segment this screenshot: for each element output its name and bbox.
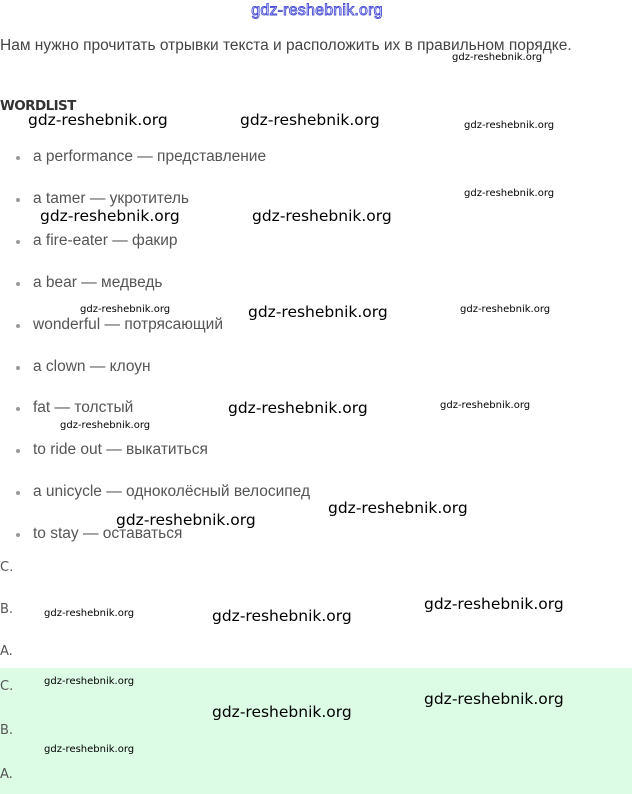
answer-letter: A. bbox=[0, 767, 13, 782]
site-logo[interactable]: gdz-reshebnik.org bbox=[251, 2, 383, 19]
bullet-icon bbox=[16, 240, 20, 244]
wordlist-title: WORDLIST bbox=[0, 98, 76, 114]
watermark: gdz-reshebnik.org bbox=[40, 207, 180, 225]
bullet-icon bbox=[16, 366, 20, 370]
watermark: gdz-reshebnik.org bbox=[44, 608, 135, 619]
bullet-icon bbox=[16, 533, 20, 537]
bullet-icon bbox=[16, 198, 20, 202]
watermark: gdz-reshebnik.org bbox=[248, 303, 388, 321]
watermark: gdz-reshebnik.org bbox=[228, 399, 368, 417]
watermark: gdz-reshebnik.org bbox=[240, 111, 380, 129]
bullet-icon bbox=[16, 156, 20, 160]
wordlist-item: to ride out — выкатиться bbox=[16, 441, 191, 459]
wordlist-item: a fire-eater — факир bbox=[16, 232, 161, 250]
watermark: gdz-reshebnik.org bbox=[212, 703, 352, 721]
wordlist-item: fat — толстый bbox=[16, 399, 116, 417]
bullet-icon bbox=[16, 324, 20, 328]
wordlist-item: a tamer — укротитель bbox=[16, 190, 172, 208]
watermark: gdz-reshebnik.org bbox=[44, 744, 135, 755]
watermark: gdz-reshebnik.org bbox=[452, 52, 543, 63]
answer-letter: C. bbox=[0, 679, 14, 694]
watermark: gdz-reshebnik.org bbox=[460, 304, 551, 315]
wordlist-item: a bear — медведь bbox=[16, 274, 146, 292]
wordlist-item: wonderful — потрясающий bbox=[16, 316, 206, 334]
wordlist-item: to stay — оставаться bbox=[16, 525, 165, 543]
watermark: gdz-reshebnik.org bbox=[252, 207, 392, 225]
bullet-icon bbox=[16, 449, 20, 453]
watermark: gdz-reshebnik.org bbox=[44, 676, 135, 687]
site-header bbox=[0, 0, 632, 24]
watermark: gdz-reshebnik.org bbox=[464, 120, 555, 131]
question-letter: C. bbox=[0, 560, 14, 575]
bullet-icon bbox=[16, 407, 20, 411]
watermark: gdz-reshebnik.org bbox=[116, 511, 256, 529]
bullet-icon bbox=[16, 491, 20, 495]
watermark: gdz-reshebnik.org bbox=[328, 499, 468, 517]
watermark: gdz-reshebnik.org bbox=[80, 304, 171, 315]
watermark: gdz-reshebnik.org bbox=[212, 607, 352, 625]
watermark: gdz-reshebnik.org bbox=[60, 420, 151, 431]
answer-letter: B. bbox=[0, 723, 14, 738]
watermark: gdz-reshebnik.org bbox=[28, 111, 168, 129]
watermark: gdz-reshebnik.org bbox=[464, 188, 555, 199]
watermark: gdz-reshebnik.org bbox=[424, 690, 564, 708]
wordlist-item: a clown — клоун bbox=[16, 358, 134, 376]
watermark: gdz-reshebnik.org bbox=[440, 400, 531, 411]
intro-text: Нам нужно прочитать отрывки текста и расположить их в правильном порядке. bbox=[0, 37, 572, 54]
question-letter: B. bbox=[0, 602, 14, 617]
wordlist-item: a unicycle — одноколёсный велосипед bbox=[16, 483, 293, 501]
wordlist-item: a performance — представление bbox=[16, 148, 249, 166]
watermark: gdz-reshebnik.org bbox=[424, 595, 564, 613]
bullet-icon bbox=[16, 282, 20, 286]
question-letter: A. bbox=[0, 644, 13, 659]
